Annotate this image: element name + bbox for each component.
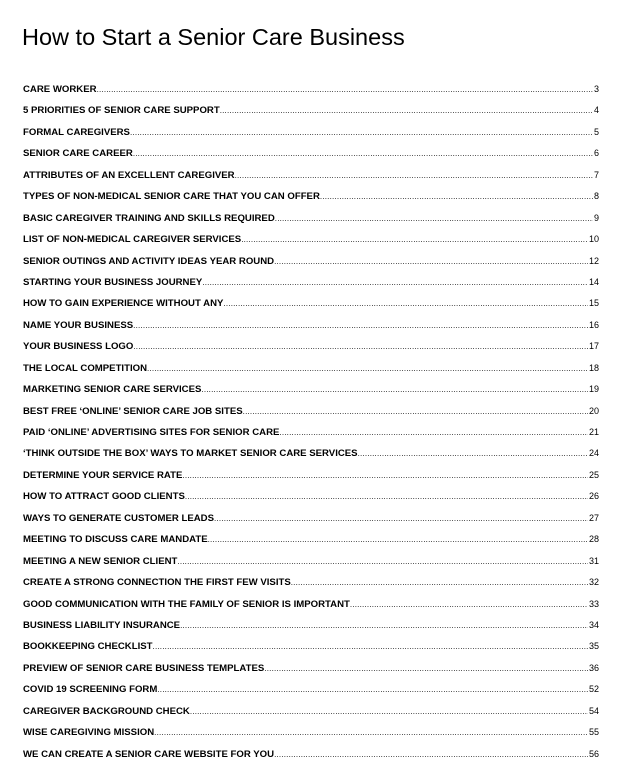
toc-page-number: 17 [588, 341, 599, 352]
toc-page-number: 8 [593, 191, 599, 202]
toc-entry-title: MARKETING SENIOR CARE SERVICES [23, 384, 202, 396]
toc-entry[interactable] [23, 401, 599, 422]
toc-dot-leader [202, 272, 588, 293]
toc-dot-leader [97, 79, 593, 100]
toc-entry[interactable] [23, 293, 599, 314]
toc-entry-title: BASIC CAREGIVER TRAINING AND SKILLS REQUIRED [23, 212, 275, 224]
toc-entry-title: WE CAN CREATE A SENIOR CARE WEBSITE FOR YOU [23, 748, 275, 760]
toc-page-number: 24 [588, 448, 599, 459]
toc-dot-leader [274, 744, 588, 765]
toc-entry[interactable] [23, 229, 599, 250]
toc-dot-leader [133, 336, 588, 357]
toc-entry[interactable] [23, 422, 599, 443]
toc-entry[interactable] [23, 208, 599, 229]
toc-entry[interactable] [23, 100, 599, 121]
toc-entry-title: GOOD COMMUNICATION WITH THE FAMILY OF SENIOR IS IMPORTANT [23, 598, 350, 610]
toc-page-number: 27 [588, 512, 599, 523]
toc-page-number: 21 [588, 427, 599, 437]
toc-dot-leader [220, 100, 593, 121]
toc-entry[interactable] [23, 122, 599, 143]
toc-entry-title: CARE WORKER [23, 84, 97, 95]
toc-entry-title: FORMAL CAREGIVERS [23, 126, 130, 138]
toc-dot-leader [153, 636, 588, 657]
toc-entry[interactable] [23, 251, 599, 272]
toc-entry-title: BOOKKEEPING CHECKLIST [23, 641, 153, 653]
toc-entry[interactable] [23, 358, 599, 379]
toc-entry[interactable] [23, 615, 599, 636]
toc-page-number: 25 [588, 469, 599, 480]
table-of-contents [23, 79, 599, 765]
toc-dot-leader [208, 529, 588, 550]
toc-entry[interactable] [23, 272, 599, 293]
toc-entry-title: SENIOR CARE CAREER [23, 148, 133, 160]
toc-page-number: 54 [588, 705, 599, 716]
toc-dot-leader [133, 315, 588, 336]
toc-entry-title: CAREGIVER BACKGROUND CHECK [23, 705, 190, 717]
toc-entry[interactable] [23, 486, 599, 507]
toc-entry[interactable] [23, 186, 599, 207]
toc-dot-leader [223, 293, 588, 314]
toc-entry[interactable] [23, 143, 599, 164]
toc-page-number: 55 [588, 727, 599, 738]
toc-dot-leader [275, 208, 593, 229]
toc-entry-title: HOW TO ATTRACT GOOD CLIENTS [23, 491, 185, 503]
toc-dot-leader [147, 358, 588, 379]
toc-entry[interactable] [23, 722, 599, 743]
toc-entry-title: SENIOR OUTINGS AND ACTIVITY IDEAS YEAR ROUND [23, 255, 275, 267]
toc-entry-title: LIST OF NON-MEDICAL CAREGIVER SERVICES [23, 234, 242, 246]
toc-dot-leader [185, 486, 588, 507]
toc-dot-leader [190, 701, 588, 722]
toc-entry-title: PREVIEW OF SENIOR CARE BUSINESS TEMPLATES [23, 662, 265, 674]
toc-page-number: 3 [593, 84, 599, 94]
toc-dot-leader [157, 679, 588, 700]
toc-page-number: 52 [588, 684, 599, 695]
toc-entry[interactable] [23, 572, 599, 593]
toc-entry-title: HOW TO GAIN EXPERIENCE WITHOUT ANY [23, 298, 224, 310]
toc-page-number: 6 [593, 148, 599, 159]
toc-entry-title: PAID ‘ONLINE’ ADVERTISING SITES FOR SENIOR CARE [23, 427, 280, 438]
toc-entry-title: WISE CAREGIVING MISSION [23, 727, 155, 739]
toc-entry-title: BUSINESS LIABILITY INSURANCE [23, 619, 181, 631]
toc-entry[interactable] [23, 379, 599, 400]
toc-page-number: 35 [588, 641, 599, 652]
toc-entry-title: TYPES OF NON-MEDICAL SENIOR CARE THAT YOU CAN OFFER [23, 191, 320, 203]
toc-page-number: 15 [588, 298, 599, 309]
toc-dot-leader [243, 401, 588, 422]
toc-page-number: 31 [588, 555, 599, 566]
toc-dot-leader [130, 122, 593, 143]
toc-entry-title: THE LOCAL COMPETITION [23, 362, 148, 374]
toc-page-number: 36 [588, 662, 599, 673]
toc-entry-title: MEETING TO DISCUSS CARE MANDATE [23, 534, 208, 546]
toc-entry[interactable] [23, 551, 599, 572]
toc-dot-leader [291, 572, 588, 593]
toc-page-number: 19 [588, 384, 599, 395]
toc-dot-leader [133, 143, 593, 164]
toc-dot-leader [264, 658, 588, 679]
toc-page-number: 14 [588, 276, 599, 287]
toc-entry[interactable] [23, 165, 599, 186]
document-title: How to Start a Senior Care Business [22, 24, 405, 50]
toc-page-number: 26 [588, 491, 599, 502]
toc-page-number: 12 [588, 255, 599, 266]
toc-entry-title: ATTRIBUTES OF AN EXCELLENT CAREGIVER [23, 169, 235, 181]
toc-page-number: 4 [593, 105, 599, 116]
toc-entry-title: BEST FREE ‘ONLINE’ SENIOR CARE JOB SITES [23, 405, 243, 417]
toc-entry[interactable] [23, 465, 599, 486]
toc-page-number: 34 [588, 619, 599, 630]
toc-dot-leader [154, 722, 588, 743]
toc-page-number: 5 [593, 126, 599, 137]
toc-page-number: 18 [588, 362, 599, 373]
toc-entry-title: 5 PRIORITIES OF SENIOR CARE SUPPORT [23, 105, 220, 117]
toc-dot-leader [350, 594, 588, 615]
toc-page-number: 20 [588, 405, 599, 416]
toc-entry-title: CREATE A STRONG CONNECTION THE FIRST FEW VISITS [23, 577, 291, 589]
toc-dot-leader [279, 422, 588, 443]
toc-page-number: 56 [588, 748, 599, 759]
toc-entry-title: COVID 19 SCREENING FORM [23, 684, 158, 696]
toc-dot-leader [235, 165, 593, 186]
toc-entry-title: MEETING A NEW SENIOR CLIENT [23, 555, 178, 567]
toc-entry[interactable] [23, 679, 599, 700]
toc-entry-title: WAYS TO GENERATE CUSTOMER LEADS [23, 512, 215, 524]
toc-page-number: 9 [593, 212, 599, 223]
toc-dot-leader [182, 465, 588, 486]
toc-entry[interactable] [23, 315, 599, 336]
toc-dot-leader [241, 229, 588, 250]
toc-dot-leader [214, 508, 588, 529]
toc-dot-leader [201, 379, 588, 400]
toc-entry[interactable] [23, 594, 599, 615]
toc-entry[interactable] [23, 508, 599, 529]
toc-entry-title: NAME YOUR BUSINESS [23, 319, 134, 331]
toc-page-number: 10 [588, 234, 599, 245]
toc-entry[interactable] [23, 529, 599, 550]
toc-entry-title: YOUR BUSINESS LOGO [23, 341, 134, 353]
toc-entry-title: STARTING YOUR BUSINESS JOURNEY [23, 276, 203, 288]
toc-dot-leader [320, 186, 593, 207]
toc-dot-leader [177, 551, 588, 572]
toc-page-number: 16 [588, 319, 599, 330]
toc-page-number: 33 [588, 598, 599, 609]
toc-page-number: 32 [588, 577, 599, 588]
toc-entry-title: ‘THINK OUTSIDE THE BOX’ WAYS TO MARKET SENIOR CARE SERVICES [23, 448, 358, 460]
toc-entry[interactable] [23, 636, 599, 657]
toc-entry[interactable] [23, 79, 599, 100]
toc-entry[interactable] [23, 701, 599, 722]
toc-entry-title: DETERMINE YOUR SERVICE RATE [23, 469, 183, 481]
toc-entry[interactable] [23, 443, 599, 464]
toc-entry[interactable] [23, 658, 599, 679]
toc-dot-leader [180, 615, 588, 636]
toc-entry[interactable] [23, 336, 599, 357]
toc-page-number: 28 [588, 534, 599, 545]
toc-dot-leader [358, 443, 588, 464]
toc-dot-leader [274, 251, 588, 272]
toc-page-number: 7 [593, 169, 599, 180]
toc-entry[interactable] [23, 744, 599, 765]
